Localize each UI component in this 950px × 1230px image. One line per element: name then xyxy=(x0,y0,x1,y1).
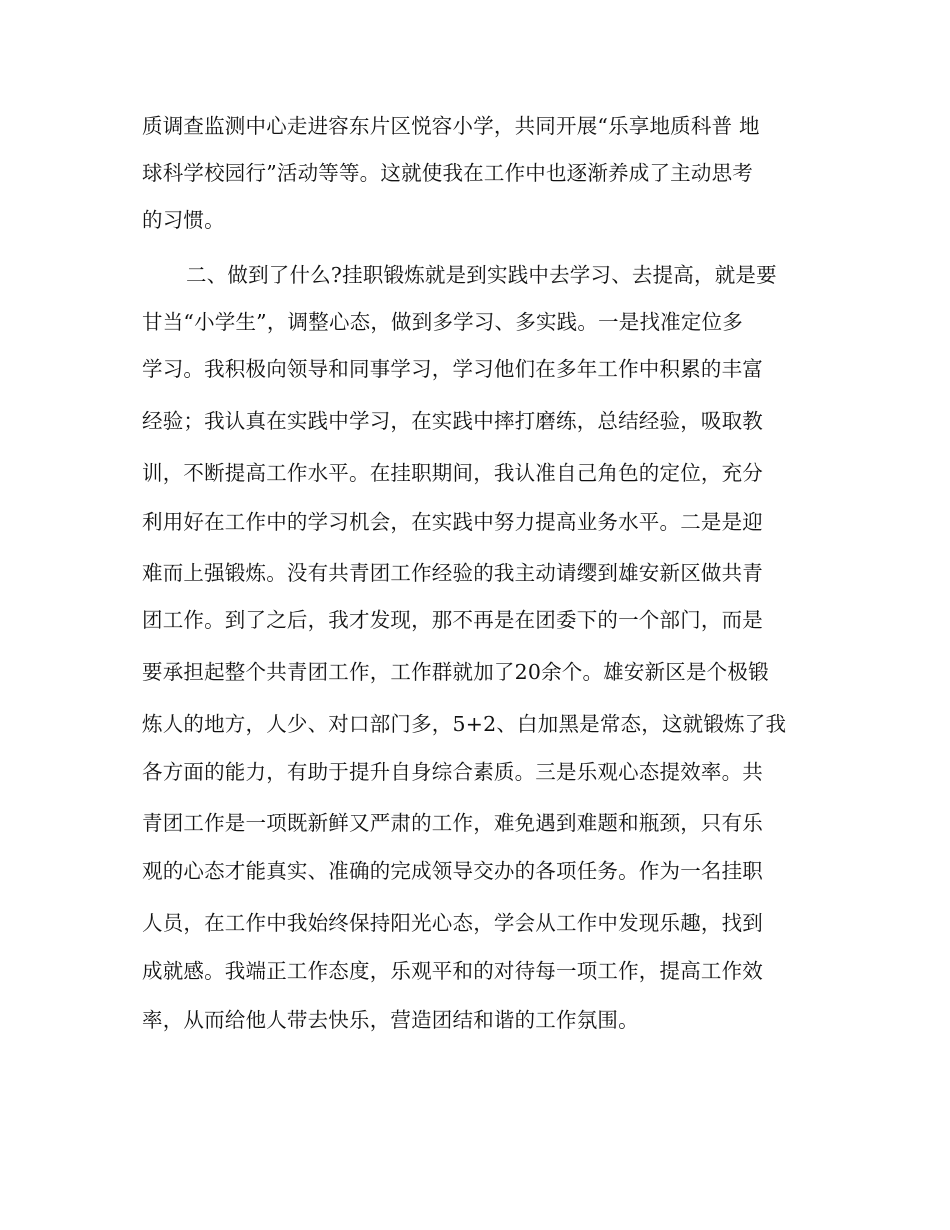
text-line: 的习惯。 xyxy=(142,208,225,232)
text-line: 要承担起整个共青团工作，工作群就加了20余个。雄安新区是个极锻 xyxy=(142,660,769,684)
text-line: 利用好在工作中的学习机会，在实践中努力提高业务水平。二是是迎 xyxy=(142,510,763,534)
text-line: 难而上强锻炼。没有共青团工作经验的我主动请缨到雄安新区做共青 xyxy=(142,561,763,585)
paragraph-first-line: 二、做到了什么?挂职锻炼就是到实践中去学习、去提高，就是要 xyxy=(186,263,777,287)
text-line: 人员，在工作中我始终保持阳光心态，学会从工作中发现乐趣，找到 xyxy=(142,911,763,935)
text-line: 观的心态才能真实、准确的完成领导交办的各项任务。作为一名挂职 xyxy=(142,859,763,883)
text-line: 甘当“小学生”，调整心态，做到多学习、多实践。一是找准定位多 xyxy=(142,310,743,334)
text-line: 各方面的能力，有助于提升自身综合素质。三是乐观心态提效率。共 xyxy=(142,760,763,784)
text-line: 经验；我认真在实践中学习，在实践中摔打磨练，总结经验，吸取教 xyxy=(142,409,763,433)
text-line: 质调查监测中心走进容东片区悦容小学，共同开展“乐享地质科普 地 xyxy=(142,114,760,138)
text-line: 球科学校园行”活动等等。这就使我在工作中也逐渐养成了主动思考 xyxy=(142,161,753,185)
text-line: 成就感。我端正工作态度，乐观平和的对待每一项工作，提高工作效 xyxy=(142,959,763,983)
text-line: 学习。我积极向领导和同事学习，学习他们在多年工作中积累的丰富 xyxy=(142,357,763,381)
text-line: 团工作。到了之后，我才发现，那不再是在团委下的一个部门，而是 xyxy=(142,608,763,632)
text-line: 率，从而给他人带去快乐，营造团结和谐的工作氛围。 xyxy=(142,1008,639,1032)
text-line: 青团工作是一项既新鲜又严肃的工作，难免遇到难题和瓶颈，只有乐 xyxy=(142,811,763,835)
text-line: 炼人的地方，人少、对口部门多，5+2、白加黑是常态，这就锻炼了我 xyxy=(142,712,787,736)
text-line: 训，不断提高工作水平。在挂职期间，我认准自己角色的定位，充分 xyxy=(142,461,763,485)
